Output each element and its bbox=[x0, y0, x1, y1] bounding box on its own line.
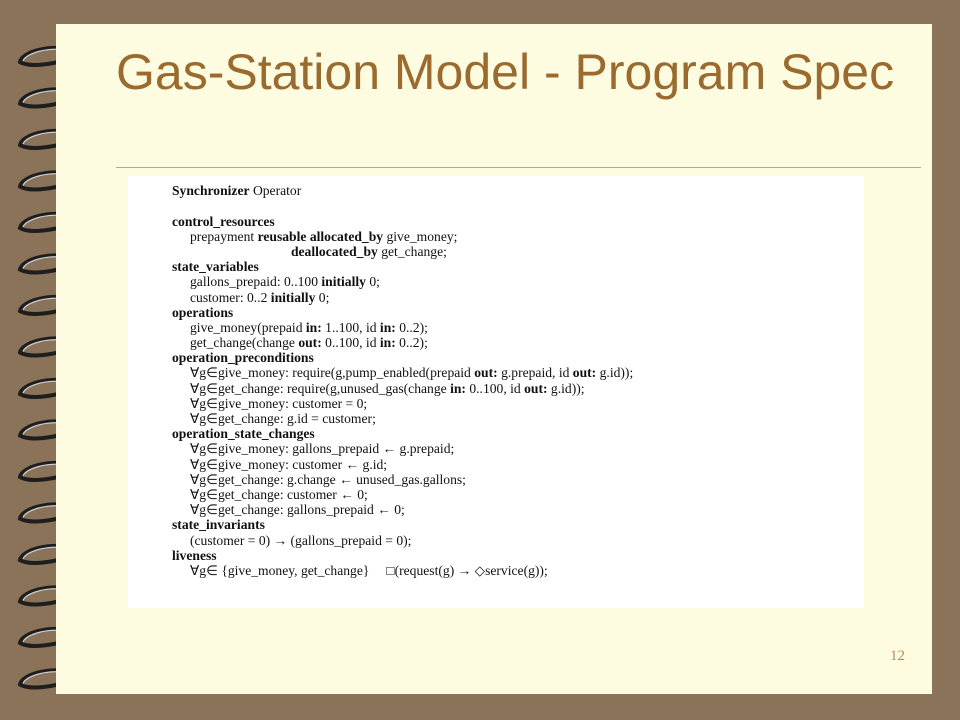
slide-title: Gas-Station Model - Program Spec bbox=[116, 44, 895, 100]
spec-text: 1..100, id bbox=[321, 319, 380, 335]
spec-line bbox=[172, 457, 633, 472]
spec-keyword: in: bbox=[305, 319, 322, 335]
spec-line bbox=[172, 259, 633, 274]
spec-line bbox=[172, 441, 633, 456]
spec-line bbox=[172, 548, 633, 563]
spec-text: get_change; bbox=[377, 243, 447, 259]
spec-keyword: state_variables bbox=[172, 259, 259, 275]
spec-line bbox=[172, 290, 633, 305]
spec-text: 0..100, id bbox=[321, 335, 380, 351]
spec-text: ∀g∈give_money: require(g,pump_enabled(prepaid bbox=[190, 365, 475, 381]
spec-text: 0..2); bbox=[395, 335, 428, 351]
spec-line bbox=[172, 320, 633, 335]
spec-text: 0; bbox=[365, 274, 380, 290]
spec-line bbox=[172, 244, 633, 259]
spec-keyword: in: bbox=[450, 380, 466, 396]
spec-keyword: initially bbox=[321, 274, 366, 290]
spec-text: g.id)); bbox=[596, 365, 634, 381]
spec-line bbox=[172, 411, 633, 426]
spec-line bbox=[172, 350, 633, 365]
spec-text: gallons_prepaid: 0..100 bbox=[190, 274, 322, 290]
spec-keyword: in: bbox=[379, 335, 396, 351]
spec-line bbox=[172, 335, 633, 350]
spec-line bbox=[172, 183, 633, 198]
spec-keyword: out: bbox=[524, 380, 548, 396]
spec-text: (customer = 0) → (gallons_prepaid = 0); bbox=[190, 532, 412, 548]
spec-line bbox=[172, 214, 633, 229]
spec-text: ∀g∈get_change: require(g,unused_gas(change bbox=[190, 380, 451, 396]
spec-line bbox=[172, 502, 633, 517]
spec-text: g.prepaid, id bbox=[497, 365, 573, 381]
spec-text: give_money(prepaid bbox=[190, 319, 306, 335]
spec-image bbox=[128, 176, 864, 608]
spec-text: 0..2); bbox=[395, 319, 428, 335]
spec-keyword: operation_preconditions bbox=[172, 350, 314, 366]
spec-keyword: Synchronizer bbox=[172, 183, 250, 199]
spec-keyword: liveness bbox=[172, 547, 217, 563]
spec-line bbox=[172, 274, 633, 289]
spec-line bbox=[172, 229, 633, 244]
spec-line bbox=[172, 426, 633, 441]
spec-line bbox=[172, 563, 633, 578]
spec-line bbox=[172, 487, 633, 502]
spec-line bbox=[172, 176, 633, 183]
spec-keyword: reusable allocated_by bbox=[257, 228, 384, 244]
spec-keyword: initially bbox=[270, 289, 316, 305]
spec-text: ∀g∈give_money: customer ← g.id; bbox=[190, 456, 388, 472]
title-divider bbox=[116, 167, 921, 168]
spec-text: g.id)); bbox=[547, 380, 585, 396]
spec-text: customer: 0..2 bbox=[190, 289, 271, 305]
spec-code-block bbox=[172, 176, 633, 578]
spec-text: ∀g∈give_money: customer = 0; bbox=[190, 395, 368, 411]
spec-text bbox=[172, 244, 291, 259]
spec-keyword: out: bbox=[572, 365, 597, 381]
spec-text: give_money; bbox=[383, 228, 458, 244]
spec-keyword: operations bbox=[172, 304, 234, 320]
spec-line bbox=[172, 381, 633, 396]
spec-line bbox=[172, 517, 633, 532]
spec-keyword: out: bbox=[474, 365, 498, 381]
spec-keyword: out: bbox=[298, 335, 322, 351]
spec-line bbox=[172, 533, 633, 548]
spec-keyword: control_resources bbox=[172, 213, 275, 229]
spec-keyword: operation_state_changes bbox=[172, 426, 315, 442]
spec-line bbox=[172, 305, 633, 320]
spec-text: prepayment bbox=[190, 228, 258, 244]
spec-text: Operator bbox=[249, 183, 302, 199]
spec-text: ∀g∈get_change: gallons_prepaid ← 0; bbox=[190, 502, 405, 518]
spec-text: ∀g∈get_change: customer ← 0; bbox=[190, 486, 368, 502]
spec-text: ∀g∈get_change: g.id = customer; bbox=[190, 411, 376, 426]
spec-text: ∀g∈ {give_money, get_change} □(request(g) → ◇service(g)); bbox=[190, 562, 548, 578]
spec-line bbox=[172, 472, 633, 487]
spec-text: ∀g∈get_change: g.change ← unused_gas.gallons; bbox=[190, 471, 466, 487]
spec-text: 0..100, id bbox=[465, 380, 525, 396]
spec-line bbox=[172, 365, 633, 380]
spec-keyword: in: bbox=[379, 319, 396, 335]
spec-keyword: state_invariants bbox=[172, 517, 265, 533]
spec-text: 0; bbox=[315, 289, 330, 305]
spec-text: get_change(change bbox=[190, 335, 299, 351]
spec-line bbox=[172, 396, 633, 411]
spec-line bbox=[172, 198, 633, 213]
page-number: 12 bbox=[890, 648, 905, 664]
spec-text: ∀g∈give_money: gallons_prepaid ← g.prepaid; bbox=[190, 441, 455, 457]
spec-keyword: deallocated_by bbox=[290, 243, 378, 259]
